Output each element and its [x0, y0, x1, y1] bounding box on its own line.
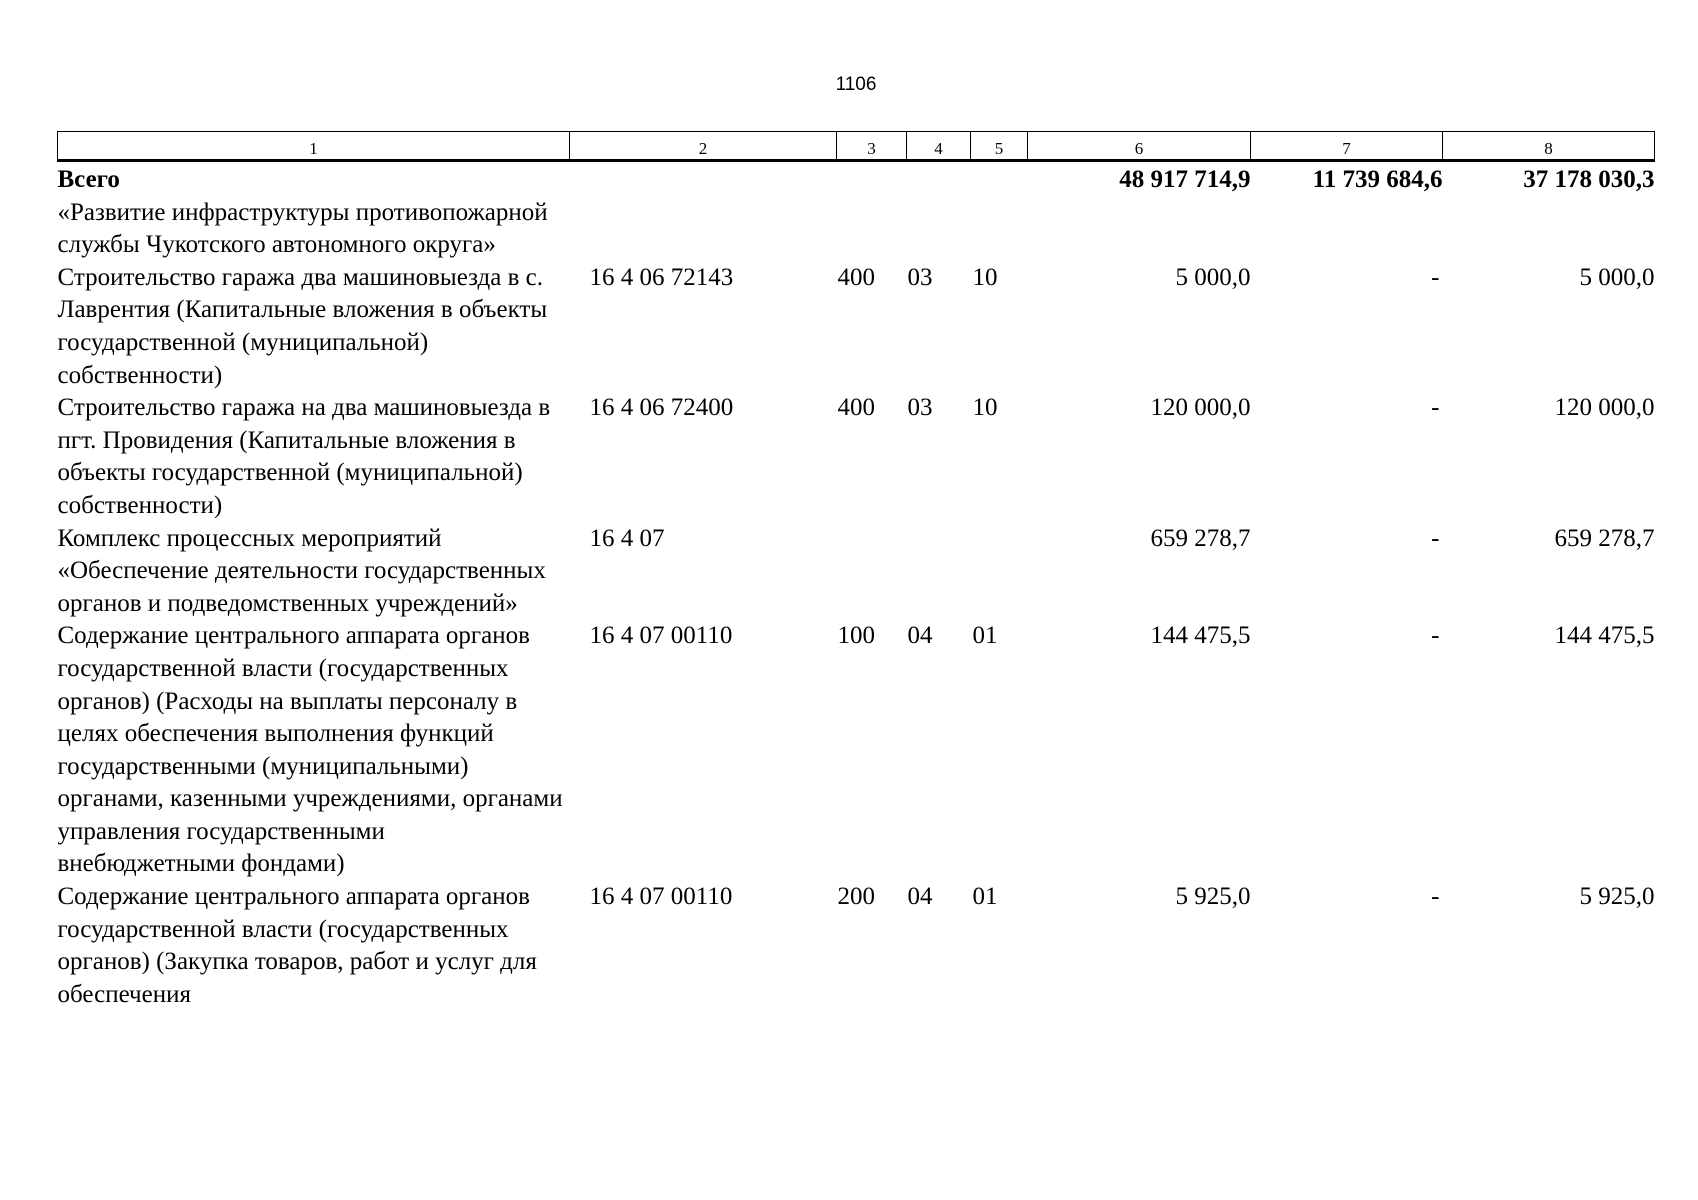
row-regional: 120 000,0 — [1554, 394, 1655, 422]
table-row — [58, 881, 1655, 1011]
row-name: Комплекс процессных мероприятий «Обеспечение деятельности государственных органов и подведомственных учреждений» — [57, 524, 546, 617]
row-expense-type: 200 — [837, 883, 875, 911]
row-expense-type: 100 — [837, 622, 875, 650]
row-subsection: 10 — [972, 263, 998, 291]
row-subsection: 10 — [972, 394, 998, 422]
row-target-code: 16 4 06 72143 — [589, 263, 734, 291]
table-header — [58, 132, 1655, 161]
row-sum: 659 278,7 — [1150, 524, 1251, 552]
row-federal — [1251, 197, 1443, 262]
budget-table — [57, 131, 1655, 1011]
row-section — [907, 197, 971, 262]
row-expense-type: 400 — [837, 394, 875, 422]
row-section — [907, 523, 971, 621]
page-number: 1106 — [835, 74, 877, 95]
row-regional: 144 475,5 — [1554, 622, 1655, 650]
row-sum: 120 000,0 — [1150, 394, 1251, 422]
row-federal: - — [1431, 263, 1440, 291]
row-section: 04 — [907, 883, 933, 911]
table-row — [58, 262, 1655, 392]
row-name: «Развитие инфраструктуры противопожарной службы Чукотского автономного округа» — [57, 198, 548, 259]
column-number-row — [58, 132, 1655, 161]
row-section: 04 — [907, 622, 933, 650]
row-target-code — [570, 197, 837, 262]
total-sum: 48 917 714,9 — [1119, 166, 1251, 193]
row-subsection — [971, 197, 1028, 262]
table-row — [58, 392, 1655, 522]
row-sum — [1028, 197, 1251, 262]
row-regional: 5 925,0 — [1579, 883, 1655, 911]
total-federal: 11 739 684,6 — [1312, 166, 1443, 193]
row-target-code: 16 4 07 00110 — [589, 883, 733, 911]
row-target-code: 16 4 06 72400 — [589, 394, 734, 422]
row-section: 03 — [907, 394, 933, 422]
row-name: Строительство гаража на два машиновыезда в пгт. Провидения (Капитальные вложения в объекты государственной (муниципальной) собственности) — [57, 394, 551, 519]
row-expense-type: 400 — [837, 263, 875, 291]
table-body — [58, 161, 1655, 1012]
table-row — [58, 620, 1655, 881]
column-number: 3 — [837, 132, 907, 161]
row-sum: 5 925,0 — [1175, 883, 1251, 911]
column-number: 1 — [58, 132, 570, 161]
column-number: 6 — [1028, 132, 1251, 161]
row-regional — [1443, 197, 1655, 262]
column-number: 7 — [1251, 132, 1443, 161]
total-row — [58, 161, 1655, 197]
total-regional: 37 178 030,3 — [1523, 166, 1655, 193]
row-regional: 5 000,0 — [1579, 263, 1655, 291]
column-number: 2 — [570, 132, 837, 161]
row-subsection: 01 — [972, 883, 998, 911]
row-name: Строительство гаража два машиновыезда в с. Лаврентия (Капитальные вложения в объекты государственной (муниципальной) собственности) — [57, 263, 548, 389]
row-target-code: 16 4 07 — [589, 524, 665, 552]
row-sum: 144 475,5 — [1150, 622, 1251, 650]
row-subsection — [971, 523, 1028, 621]
column-number: 4 — [907, 132, 971, 161]
row-target-code: 16 4 07 00110 — [589, 622, 733, 650]
table-row — [58, 523, 1655, 621]
column-number: 8 — [1443, 132, 1655, 161]
total-label: Всего — [57, 166, 120, 193]
row-expense-type — [837, 197, 907, 262]
row-regional: 659 278,7 — [1554, 524, 1655, 552]
column-number: 5 — [971, 132, 1028, 161]
table-row — [58, 197, 1655, 262]
row-subsection: 01 — [972, 622, 998, 650]
row-expense-type — [837, 523, 907, 621]
row-federal: - — [1431, 394, 1440, 422]
row-sum: 5 000,0 — [1175, 263, 1251, 291]
row-federal: - — [1431, 883, 1440, 911]
row-name: Содержание центрального аппарата органов государственной власти (государственных органов) (Расходы на выплаты персоналу в целях обеспечения выполнения функций государственными (муниципальными) органами, казенными учреждениями, органами управления государственными внебюджетными фондами) — [57, 622, 563, 878]
row-federal: - — [1431, 524, 1440, 552]
row-section: 03 — [907, 263, 933, 291]
row-name: Содержание центрального аппарата органов государственной власти (государственных органов) (Закупка товаров, работ и услуг для обеспечения — [57, 883, 537, 1008]
row-federal: - — [1431, 622, 1440, 650]
